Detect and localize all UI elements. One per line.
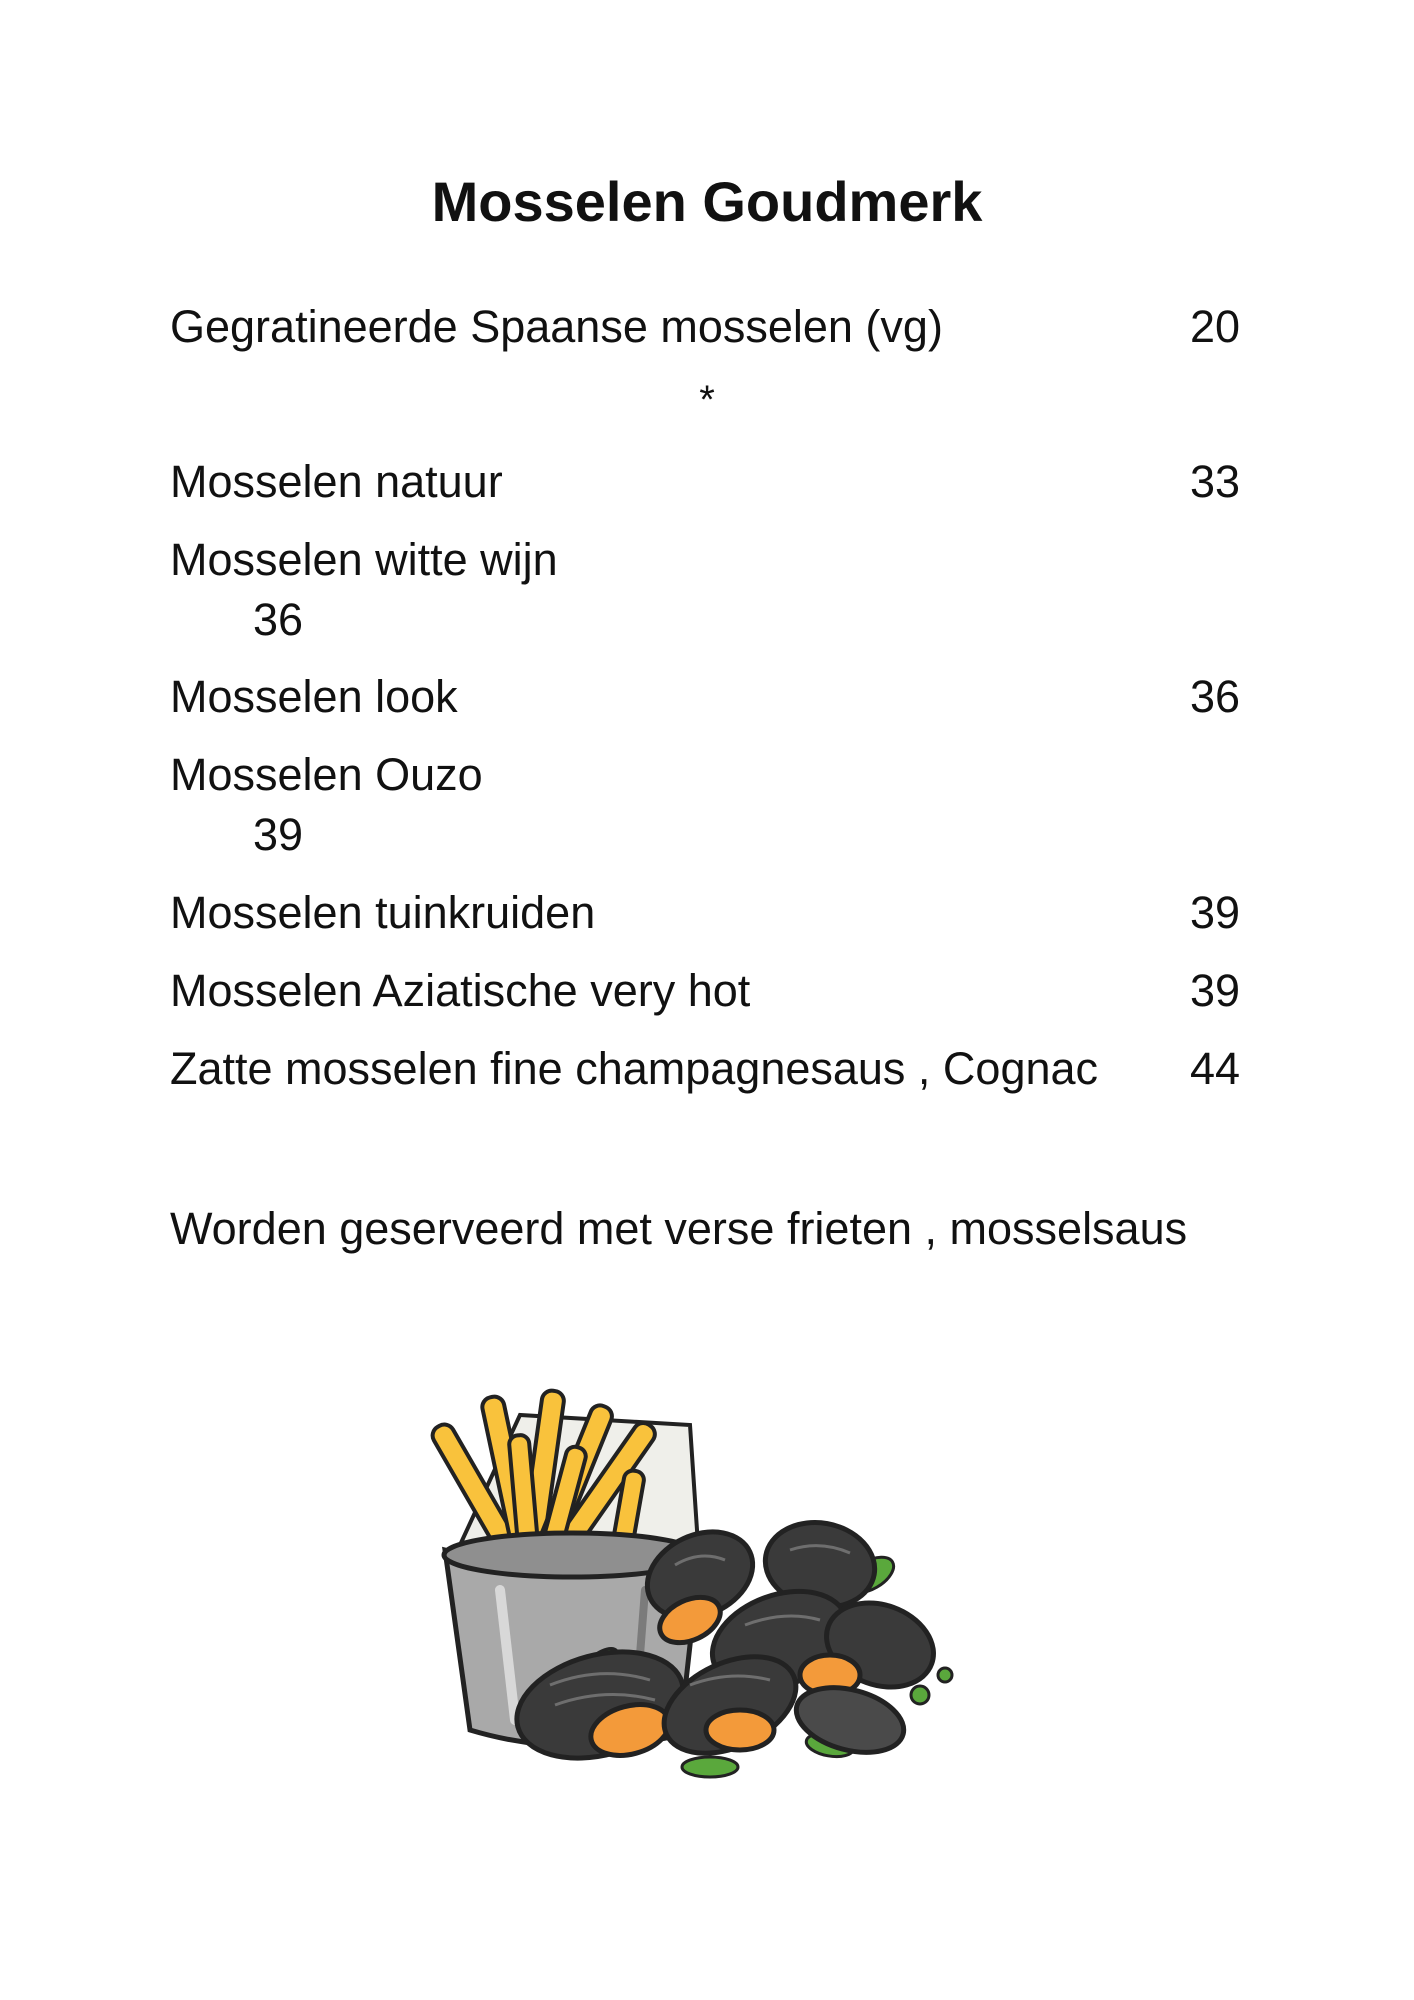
menu-item-price: 39 [1189, 965, 1240, 1016]
menu-item-price: 33 [1189, 456, 1240, 507]
menu-item-name: Mosselen Aziatische very hot [170, 965, 751, 1016]
menu-item-name: Mosselen tuinkruiden [170, 887, 596, 938]
menu-item-name: Mosselen look [170, 671, 458, 722]
menu-item-name: Gegratineerde Spaanse mosselen (vg) [170, 301, 943, 352]
serving-note: Worden geserveerd met verse frieten , mosselsaus [170, 1203, 1188, 1254]
menu-item-price: 36 [253, 594, 304, 645]
menu-item-name: Mosselen witte wijn [170, 534, 558, 585]
menu-item-name: Mosselen natuur [170, 456, 503, 507]
menu-item-price: 44 [1189, 1043, 1240, 1094]
menu-item-price: 39 [253, 809, 304, 860]
menu-separator: * [699, 378, 715, 422]
menu-item-name: Zatte mosselen fine champagnesaus , Cognac [170, 1043, 1099, 1094]
menu-title: Mosselen Goudmerk [431, 170, 983, 233]
fries-and-mussels-icon [400, 1375, 1000, 1795]
menu-item-price: 36 [1189, 671, 1240, 722]
menu-item-name: Mosselen Ouzo [170, 749, 483, 800]
menu-item-price: 39 [1189, 887, 1240, 938]
menu-item-price: 20 [1189, 301, 1240, 352]
